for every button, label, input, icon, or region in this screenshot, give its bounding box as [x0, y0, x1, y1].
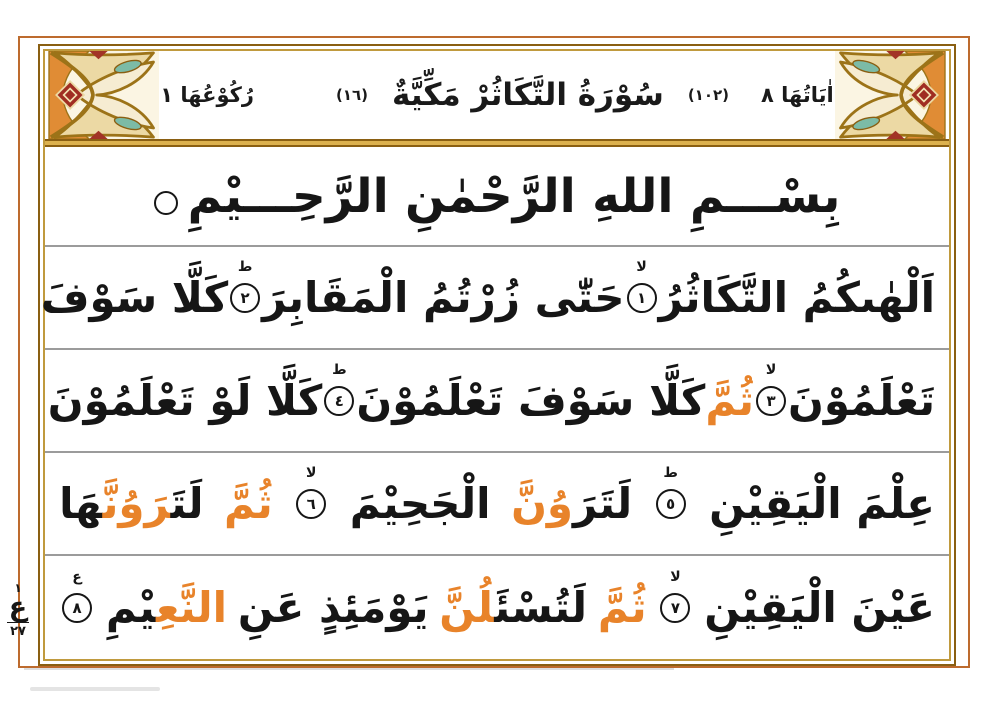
ruku-margin-bottom-number: ٢٧ — [7, 622, 29, 640]
verse-word-part: ‍رَوُنَّ‍ — [102, 479, 171, 528]
ruku-margin-top-number: ١ — [14, 581, 22, 595]
arabesque-corner-icon — [831, 51, 949, 139]
ayah-marker — [627, 258, 657, 314]
verse-word: تَعْلَمُوْنَ — [788, 376, 935, 425]
verse-word-part: لَتَرَ — [573, 479, 633, 528]
verse-word — [511, 479, 632, 528]
verse-word: الْجَحِيْمَ — [349, 479, 491, 528]
revelation-order-number: (١٦) — [335, 86, 368, 104]
ayah-number: ٥ — [656, 489, 686, 519]
waqf-mark: لا — [636, 258, 647, 275]
verse-word-part: النَّعِ‍ — [155, 583, 228, 632]
waqf-mark: لا — [670, 568, 681, 585]
surah-number: (١٠٢) — [687, 86, 729, 104]
verse-word: كَلَّا سَوْفَ تَعْلَمُوْنَ — [356, 376, 706, 425]
ayah-number: ٤ — [324, 386, 354, 416]
waqf-mark: لا — [306, 464, 317, 481]
quran-line-2 — [45, 350, 949, 453]
ayah-number: ٧ — [660, 593, 690, 623]
verse-word: اَلْهٰىكُمُ التَّكَاثُرُ — [658, 273, 935, 322]
page-frame-inner — [40, 49, 951, 661]
ayah-marker — [61, 568, 93, 624]
ayah-marker — [324, 361, 354, 417]
verse-word — [59, 479, 203, 528]
verse-word-part: لَتُسْئَ‍ — [494, 583, 588, 632]
waqf-mark: ع — [72, 568, 82, 585]
verse-word: ثُمَّ — [224, 479, 273, 528]
bismillah-text: بِسْـــمِ اللهِ الرَّحْمٰنِ الرَّحِـــيْمِ — [187, 168, 841, 224]
quran-line-3 — [45, 453, 949, 556]
verse-word-part: ‍يْمِ — [105, 583, 156, 632]
arabesque-corner-icon — [45, 51, 163, 139]
verse-word — [106, 583, 227, 632]
ayat-count-label: اٰيَاتُهَا ٨ — [761, 83, 834, 107]
ayah-number: ٣ — [756, 386, 786, 416]
verse-word: ثُمَّ — [597, 583, 647, 632]
waqf-mark: لا — [765, 361, 777, 378]
quran-line-4 — [45, 556, 949, 659]
header-gold-band — [45, 139, 949, 147]
verse-word-part: وُنَّ — [511, 479, 574, 528]
waqf-mark: ط — [663, 464, 678, 481]
verse-word: عَيْنَ الْيَقِيْنِ — [704, 583, 935, 632]
page-shadow — [24, 668, 674, 670]
ayah-marker — [655, 464, 687, 520]
ayah-number: ٢ — [230, 283, 260, 313]
ayah-marker — [659, 568, 691, 624]
ayah-marker — [756, 361, 786, 417]
surah-title: سُوْرَةُ التَّكَاثُرْ مَكِّيَّةٌ — [391, 77, 664, 113]
surah-header — [45, 51, 949, 147]
verse-word: كَلَّا سَوْفَ — [40, 273, 229, 322]
verse-word: عِلْمَ الْيَقِيْنِ — [709, 479, 935, 528]
verse-word — [439, 583, 587, 632]
verse-word: حَتّٰى زُرْتُمُ الْمَقَابِرَ — [262, 273, 625, 322]
quran-line-1 — [40, 247, 949, 350]
ayah-marker — [295, 464, 327, 520]
waqf-mark: ط — [237, 258, 253, 275]
verse-word-part: لَتَ‍ — [170, 479, 204, 528]
page-shadow-smudge — [30, 687, 160, 691]
ayah-number: ١ — [627, 283, 657, 313]
ayah-marker — [230, 258, 260, 314]
waqf-mark: ط — [332, 361, 347, 378]
ayah-number: ٦ — [296, 489, 326, 519]
ayah-number: ٨ — [62, 593, 92, 623]
ruku-count-label: رُكُوْعُهَا ١ — [160, 83, 254, 107]
page-frame — [38, 44, 956, 666]
bismillah-end-circle-icon — [154, 191, 178, 215]
verse-word: يَوْمَئِذٍ عَنِ — [237, 583, 429, 632]
verse-word-part: ‍هَا — [59, 479, 103, 528]
verse-word-part: ‍لُنَّ — [439, 583, 495, 632]
verse-word: كَلَّا لَوْ تَعْلَمُوْنَ — [47, 376, 323, 425]
verse-word: ثُمَّ — [705, 376, 755, 425]
bismillah-line — [45, 147, 949, 247]
ruku-ayn-letter: ع — [8, 592, 28, 623]
ruku-margin-marker — [2, 582, 34, 640]
surah-header-text — [160, 51, 834, 139]
